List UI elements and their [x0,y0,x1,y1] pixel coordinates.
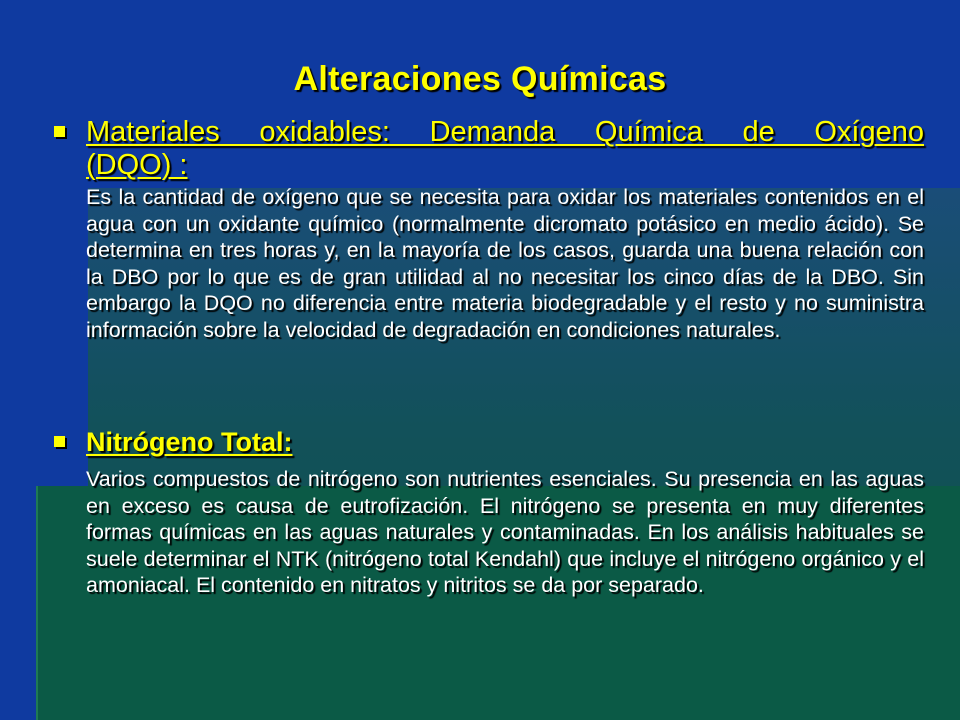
section-dqo-heading-line2: (DQO) : [86,149,188,181]
section-dqo-heading-row [54,116,924,182]
section-nitrogeno-heading: Nitrógeno Total: [86,427,293,457]
section-dqo-heading [86,116,924,182]
section-nitrogeno-body: Varios compuestos de nitrógeno son nutrientes esenciales. Su presencia en las aguas en exceso es causa de eutrofización. El nitrógeno se presenta en muy diferentes formas químicas en las aguas naturales y contaminadas. En los análisis habituales se suele determinar el NTK (nitrógeno total Kendahl) que incluye el nitrógeno orgánico y el amoniacal. El contenido en nitratos y nitritos se da por separado. [86,467,924,597]
square-bullet-icon [54,436,65,447]
slide-title: Alteraciones Químicas [293,60,667,98]
square-bullet-icon [54,126,65,137]
section-nitrogeno-heading-row [54,426,924,458]
section-dqo-heading-line1: Materiales oxidables: Demanda Química de Oxígeno [86,116,924,148]
section-dqo-body: Es la cantidad de oxígeno que se necesita para oxidar los materiales contenidos en el agua con un oxidante químico (normalmente dicromato potásico en medio ácido). Se determina en tres horas y, en la mayoría de los casos, guarda una buena relación con la DBO por lo que es de gran utilidad al no necesitar los cinco días de la DBO. Sin embargo la DQO no diferencia entre materia biodegradable y el resto y no suministra información sobre la velocidad de degradación en condiciones naturales. [86,185,924,342]
